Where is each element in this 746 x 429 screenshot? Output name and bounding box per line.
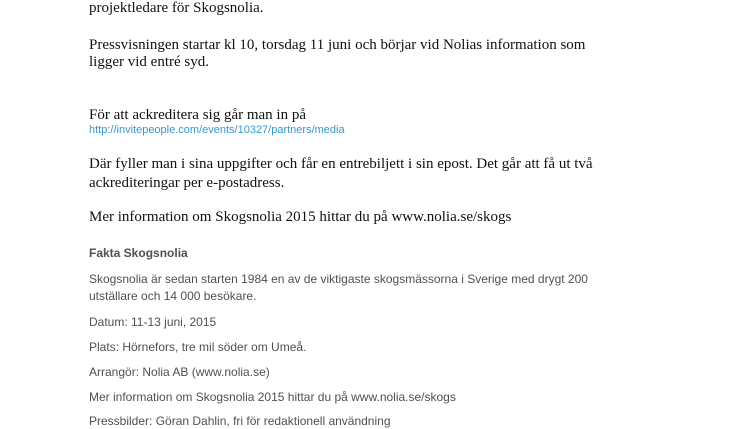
accreditation-link[interactable]: http://invitepeople.com/events/10327/partners/media bbox=[89, 124, 345, 136]
more-info-text: Mer information om Skogsnolia 2015 hittar du på www.nolia.se/skogs bbox=[89, 209, 512, 225]
facts-press-images-cutoff: Pressbilder: Göran Dahlin, fri för redaktionell användning bbox=[89, 414, 391, 428]
fill-in-line-2: ackrediteringar per e-postadress. bbox=[89, 175, 285, 191]
facts-date: Datum: 11-13 juni, 2015 bbox=[89, 315, 217, 329]
intro-tail-text: projektledare för Skogsnolia. bbox=[89, 0, 264, 16]
facts-description-line-1: Skogsnolia är sedan starten 1984 en av de viktigaste skogsmässorna i Sverige med drygt 200 bbox=[89, 272, 588, 286]
press-viewing-line-1: Pressvisningen startar kl 10, torsdag 11 juni och börjar vid Nolias information som bbox=[89, 37, 586, 53]
accreditation-intro-text: För att ackreditera sig går man in på bbox=[89, 107, 307, 123]
facts-heading: Fakta Skogsnolia bbox=[89, 246, 188, 260]
facts-organizer: Arrangör: Nolia AB (www.nolia.se) bbox=[89, 365, 270, 379]
facts-more-info: Mer information om Skogsnolia 2015 hittar du på www.nolia.se/skogs bbox=[89, 390, 456, 404]
press-viewing-line-2: ligger vid entré syd. bbox=[89, 54, 209, 70]
facts-place: Plats: Hörnefors, tre mil söder om Umeå. bbox=[89, 340, 307, 354]
fill-in-line-1: Där fyller man i sina uppgifter och får en entrebiljett i sin epost. Det går att få ut två bbox=[89, 156, 593, 172]
facts-description-line-2: utställare och 14 000 besökare. bbox=[89, 289, 257, 303]
